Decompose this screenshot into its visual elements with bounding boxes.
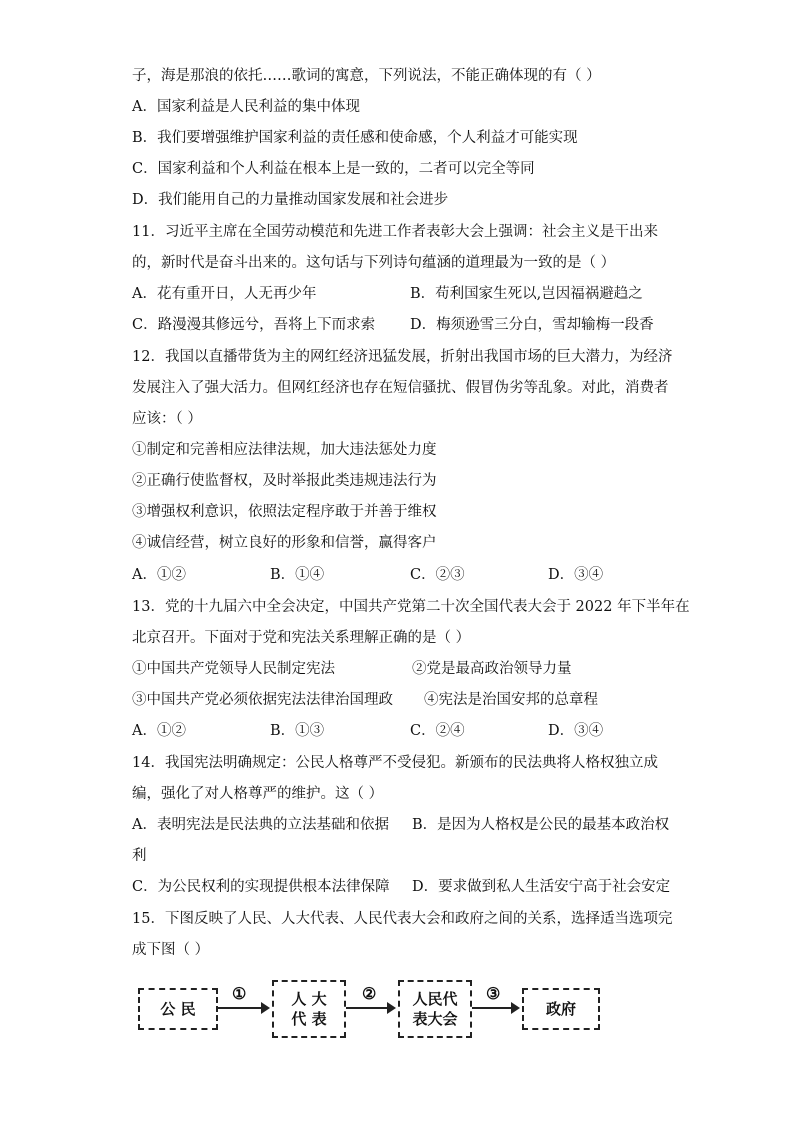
box-citizens	[138, 988, 218, 1030]
q13-item-3: ③中国共产党必须依据宪法法律治国理政	[132, 692, 393, 708]
q12-option-a: A．①②	[132, 567, 186, 583]
q12-item-1: ①制定和完善相应法律法规，加大违法惩处力度	[132, 442, 437, 458]
box-deputies	[272, 980, 346, 1038]
q10-stem-cont: 子，海是那浪的依托……歌词的寓意，下列说法，不能正确体现的有（ ）	[132, 68, 601, 84]
q11-option-a: A．花有重开日，人无再少年	[132, 286, 317, 302]
arrow-3-label: ③	[486, 984, 501, 1003]
box-deputies-line2: 代 表	[291, 1010, 327, 1028]
q15-stem-line2: 成下图（ ）	[132, 942, 210, 958]
box-congress	[398, 980, 472, 1038]
q13-option-c: C．②④	[410, 723, 465, 739]
q14-option-a: A．表明宪法是民法典的立法基础和依据	[132, 817, 389, 833]
box-congress-line2: 表大会	[412, 1010, 458, 1028]
q10-option-c: C．国家利益和个人利益在根本上是一致的，二者可以完全等同	[132, 161, 535, 177]
q11-option-b: B．苟利国家生死以,岂因福祸避趋之	[410, 286, 643, 302]
q12-item-2: ②正确行使监督权，及时举报此类违规违法行为	[132, 473, 437, 489]
q13-option-d: D．③④	[548, 723, 604, 739]
q14-option-d: D．要求做到私人生活安宁高于社会安定	[412, 879, 671, 895]
arrow-1-label: ①	[232, 984, 247, 1003]
box-congress-line1: 人民代	[412, 990, 458, 1008]
q15-stem-line1: 15．下图反映了人民、人大代表、人民代表大会和政府之间的关系，选择适当选项完	[132, 911, 673, 927]
relationship-diagram	[130, 970, 630, 1050]
q11-stem-line2: 的，新时代是奋斗出来的。这句话与下列诗句蕴涵的道理最为一致的是（ ）	[132, 255, 616, 271]
q13-stem-line1: 13．党的十九届六中全会决定，中国共产党第二十次全国代表大会于 2022 年下半年在	[132, 599, 690, 615]
q12-stem-line1: 12．我国以直播带货为主的网红经济迅猛发展，折射出我国市场的巨大潜力，为经济	[132, 349, 673, 365]
arrow-3	[472, 1007, 518, 1009]
q13-item-4: ④宪法是治国安邦的总章程	[424, 692, 598, 708]
q12-option-b: B．①④	[270, 567, 325, 583]
q13-option-b: B．①③	[270, 723, 325, 739]
q12-stem-line2: 发展注入了强大活力。但网红经济也存在短信骚扰、假冒伪劣等乱象。对此，消费者	[132, 380, 669, 396]
q13-stem-line2: 北京召开。下面对于党和宪法关系理解正确的是（ ）	[132, 630, 471, 646]
q14-option-b-cont: 利	[132, 848, 147, 864]
box-citizens-label: 公 民	[160, 1000, 196, 1018]
q14-stem-line1: 14．我国宪法明确规定：公民人格尊严不受侵犯。新颁布的民法典将人格权独立成	[132, 755, 658, 771]
q12-item-4: ④诚信经营，树立良好的形象和信誉，赢得客户	[132, 535, 437, 551]
q13-item-1: ①中国共产党领导人民制定宪法	[132, 661, 335, 677]
q13-item-2: ②党是最高政治领导力量	[412, 661, 572, 677]
q11-stem-line1: 11．习近平主席在全国劳动模范和先进工作者表彰大会上强调：社会主义是干出来	[132, 224, 658, 240]
q10-option-d: D．我们能用自己的力量推动国家发展和社会进步	[132, 192, 449, 208]
q12-item-3: ③增强权利意识，依照法定程序敢于并善于维权	[132, 504, 437, 520]
box-government-label: 政府	[545, 1000, 576, 1018]
q10-option-a: A．国家利益是人民利益的集中体现	[132, 99, 360, 115]
q13-option-a: A．①②	[132, 723, 186, 739]
q10-option-b: B．我们要增强维护国家利益的责任感和使命感，个人利益才可能实现	[132, 130, 578, 146]
q12-option-d: D．③④	[548, 567, 604, 583]
q14-stem-line2: 编，强化了对人格尊严的维护。这（ ）	[132, 786, 384, 802]
q12-option-c: C．②③	[410, 567, 465, 583]
q12-stem-line3: 应该：（ ）	[132, 411, 202, 427]
arrow-1	[218, 1007, 268, 1009]
q14-option-b: B．是因为人格权是公民的最基本政治权	[412, 817, 670, 833]
box-deputies-line1: 人 大	[291, 990, 327, 1008]
box-government	[522, 988, 600, 1030]
arrow-2-label: ②	[362, 984, 377, 1003]
q11-option-c: C．路漫漫其修远兮，吾将上下而求索	[132, 317, 376, 333]
q11-option-d: D．梅须逊雪三分白，雪却输梅一段香	[410, 317, 654, 333]
arrow-2	[346, 1007, 394, 1009]
q14-option-c: C．为公民权利的实现提供根本法律保障	[132, 879, 390, 895]
